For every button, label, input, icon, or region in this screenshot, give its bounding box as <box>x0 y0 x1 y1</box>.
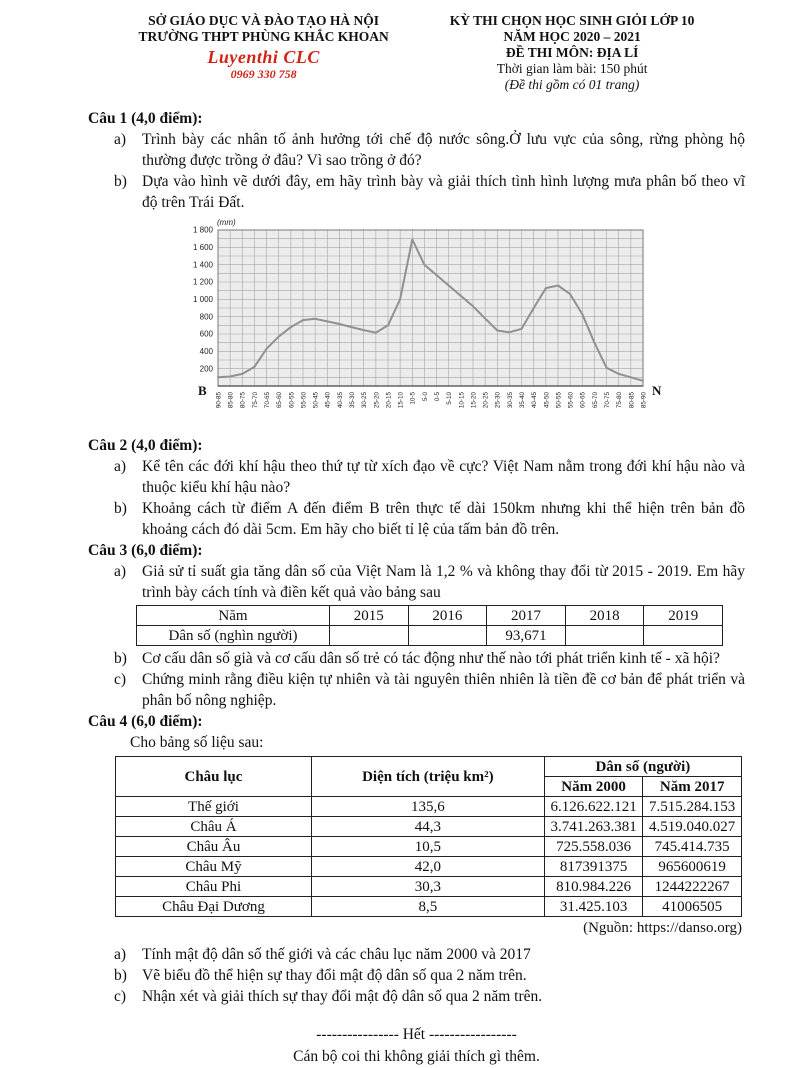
item-label: a) <box>114 458 127 475</box>
svg-text:10-15: 10-15 <box>458 392 466 409</box>
svg-text:N: N <box>652 383 662 398</box>
q1-items <box>88 129 745 213</box>
table-cell: 42,0 <box>311 857 544 877</box>
school-year: NĂM HỌC 2020 – 2021 <box>503 29 641 44</box>
table-cell: 6.126.622.121 <box>544 797 643 817</box>
svg-text:55-50: 55-50 <box>300 392 308 409</box>
svg-text:80-75: 80-75 <box>239 392 247 409</box>
item-label: b) <box>114 967 127 984</box>
table-cell <box>330 626 409 646</box>
svg-text:45-40: 45-40 <box>324 392 332 409</box>
table-cell: 817391375 <box>544 857 643 877</box>
table-header-year-2000: Năm 2000 <box>544 777 643 797</box>
item-label: b) <box>114 173 127 190</box>
q4-heading: Câu 4 (6,0 điểm): <box>88 713 203 730</box>
svg-text:800: 800 <box>199 312 213 322</box>
svg-text:70-65: 70-65 <box>263 392 271 409</box>
table-cell: 30,3 <box>311 877 544 897</box>
svg-text:45-50: 45-50 <box>543 392 551 409</box>
table-row <box>116 857 742 877</box>
pages-note: (Đề thi gồm có 01 trang) <box>504 77 640 92</box>
item-label: a) <box>114 563 127 580</box>
item-text: Vẽ biểu đồ thể hiện sự thay đổi mật độ dân số qua 2 năm trên. <box>142 967 527 984</box>
svg-text:55-60: 55-60 <box>567 392 575 409</box>
table-cell: 135,6 <box>311 797 544 817</box>
svg-text:90-85: 90-85 <box>215 392 223 409</box>
q3-item-b <box>114 648 745 669</box>
table-row <box>116 877 742 897</box>
item-text: Tính mật độ dân số thế giới và các châu lục năm 2000 và 2017 <box>142 946 531 963</box>
table-row <box>116 897 742 917</box>
table-cell: Dân số (nghìn người) <box>137 626 330 646</box>
svg-text:20-15: 20-15 <box>385 392 393 409</box>
table-header-continent: Châu lục <box>116 757 312 797</box>
rainfall-chart-svg <box>175 216 669 428</box>
svg-text:200: 200 <box>199 364 213 374</box>
svg-text:15-20: 15-20 <box>470 392 478 409</box>
table-cell: Châu Mỹ <box>116 857 312 877</box>
svg-text:75-70: 75-70 <box>251 392 259 409</box>
svg-text:85-80: 85-80 <box>227 392 235 409</box>
svg-text:65-60: 65-60 <box>276 392 284 409</box>
table-row <box>137 606 723 626</box>
svg-text:20-25: 20-25 <box>482 392 490 409</box>
svg-text:25-20: 25-20 <box>373 392 381 409</box>
table-cell: 41006505 <box>643 897 742 917</box>
table-cell: 2015 <box>330 606 409 626</box>
exam-header <box>88 13 745 93</box>
q3-item-c <box>114 669 745 711</box>
het-divider: ---------------- Hết ----------------- <box>316 1026 517 1043</box>
table-cell <box>644 626 723 646</box>
footer-note: Cán bộ coi thi không giải thích gì thêm. <box>293 1048 540 1065</box>
svg-text:75-80: 75-80 <box>616 392 624 409</box>
svg-text:5-10: 5-10 <box>446 392 454 405</box>
svg-text:70-75: 70-75 <box>603 392 611 409</box>
svg-text:40-35: 40-35 <box>336 392 344 409</box>
exam-title: KỲ THI CHỌN HỌC SINH GIỎI LỚP 10 <box>449 13 695 28</box>
item-text: Chứng minh rằng điều kiện tự nhiên và tài nguyên thiên nhiên là tiền đề cơ bản để phát triển và phân bố nông nghiệp. <box>142 671 745 709</box>
q4-item-c <box>114 986 745 1007</box>
q4-item-b <box>114 965 745 986</box>
item-text: Dựa vào hình vẽ dưới đây, em hãy trình bày và giải thích tình hình lượng mưa phân bố theo vĩ độ trên Trái Đất. <box>142 173 745 211</box>
table-cell: 7.515.284.153 <box>643 797 742 817</box>
item-text: Giả sử tỉ suất gia tăng dân số của Việt Nam là 1,2 % và không thay đổi từ 2015 - 2019. Em hãy trình bày cách tính và điền kết quả vào bảng sau <box>142 563 745 601</box>
table-header-area: Diện tích (triệu km²) <box>311 757 544 797</box>
table-cell: 965600619 <box>643 857 742 877</box>
item-text: Khoảng cách từ điểm A đến điểm B trên thực tế dài 150km nhưng khi thể hiện trên bản đồ khoảng cách đó dài 5cm. Em hãy cho biết tỉ lệ của tấm bản đồ trên. <box>142 500 745 538</box>
table-cell: 745.414.735 <box>643 837 742 857</box>
svg-text:1 400: 1 400 <box>192 260 213 270</box>
svg-text:5-0: 5-0 <box>421 392 429 402</box>
table-cell: 2018 <box>565 606 644 626</box>
subject-line: ĐỀ THI MÔN: ĐỊA LÍ <box>505 45 639 60</box>
table-cell: 810.984.226 <box>544 877 643 897</box>
svg-text:80-85: 80-85 <box>628 392 636 409</box>
table-cell: Châu Á <box>116 817 312 837</box>
table-cell: Châu Phi <box>116 877 312 897</box>
exam-footer <box>88 1024 745 1068</box>
q2-items <box>88 456 745 540</box>
svg-text:15-10: 15-10 <box>397 392 405 409</box>
svg-text:35-30: 35-30 <box>348 392 356 409</box>
item-label: a) <box>114 946 127 963</box>
header-right-block <box>425 13 719 93</box>
table-cell: 3.741.263.381 <box>544 817 643 837</box>
svg-text:1 200: 1 200 <box>192 277 213 287</box>
item-label: a) <box>114 131 127 148</box>
q2-heading: Câu 2 (4,0 điểm): <box>88 437 203 454</box>
table-cell: 2019 <box>644 606 723 626</box>
svg-text:30-25: 30-25 <box>361 392 369 409</box>
item-label: c) <box>114 988 127 1005</box>
svg-text:50-55: 50-55 <box>555 392 563 409</box>
table-cell: 4.519.040.027 <box>643 817 742 837</box>
duration-line: Thời gian làm bài: 150 phút <box>496 61 648 76</box>
svg-text:25-30: 25-30 <box>494 392 502 409</box>
q3-heading: Câu 3 (6,0 điểm): <box>88 542 203 559</box>
q4-items <box>88 944 745 1007</box>
continent-data-table <box>115 756 742 917</box>
table-cell: 10,5 <box>311 837 544 857</box>
table-cell: 1244222267 <box>643 877 742 897</box>
svg-text:400: 400 <box>199 346 213 356</box>
table-row <box>116 797 742 817</box>
q3-items-2 <box>88 648 745 711</box>
header-left-block <box>102 13 425 81</box>
table-cell: 93,671 <box>487 626 566 646</box>
item-label: c) <box>114 671 127 688</box>
table-cell: Năm <box>137 606 330 626</box>
svg-text:35-40: 35-40 <box>518 392 526 409</box>
svg-text:30-35: 30-35 <box>506 392 514 409</box>
item-text: Cơ cấu dân số già và cơ cấu dân số trẻ có tác động như thế nào tới phát triển kinh tế - xã hội? <box>142 650 720 667</box>
svg-text:0-5: 0-5 <box>433 392 441 402</box>
table-cell: Châu Đại Dương <box>116 897 312 917</box>
table-header-population: Dân số (người) <box>544 757 741 777</box>
svg-text:1 000: 1 000 <box>192 294 213 304</box>
table-cell <box>408 626 487 646</box>
item-label: b) <box>114 500 127 517</box>
table-cell: 44,3 <box>311 817 544 837</box>
svg-text:1 600: 1 600 <box>192 242 213 252</box>
table-row <box>137 626 723 646</box>
svg-text:40-45: 40-45 <box>531 392 539 409</box>
svg-text:60-65: 60-65 <box>579 392 587 409</box>
q1-item-b <box>114 171 745 213</box>
table-row <box>116 817 742 837</box>
table-header-year-2017: Năm 2017 <box>643 777 742 797</box>
table-source: (Nguồn: https://danso.org) <box>583 920 742 936</box>
item-text: Kể tên các đới khí hậu theo thứ tự từ xích đạo về cực? Việt Nam nằm trong đới khí hậu nào và thuộc kiểu khí hậu nào? <box>142 458 745 496</box>
table-cell: Thế giới <box>116 797 312 817</box>
brand-logo: Luyenthi CLC <box>207 47 320 67</box>
table-row <box>116 837 742 857</box>
svg-text:60-55: 60-55 <box>288 392 296 409</box>
q1-heading: Câu 1 (4,0 điểm): <box>88 110 203 127</box>
table-cell: Châu Âu <box>116 837 312 857</box>
svg-text:10-5: 10-5 <box>409 392 417 405</box>
svg-text:(mm): (mm) <box>217 218 236 227</box>
rainfall-by-latitude-chart <box>175 216 669 433</box>
school-name: TRƯỜNG THPT PHÙNG KHẮC KHOAN <box>138 29 389 44</box>
item-label: b) <box>114 650 127 667</box>
department-name: SỞ GIÁO DỤC VÀ ĐÀO TẠO HÀ NỘI <box>148 13 380 28</box>
table-cell: 8,5 <box>311 897 544 917</box>
item-text: Nhận xét và giải thích sự thay đổi mật độ dân số qua 2 năm trên. <box>142 988 543 1005</box>
item-text: Trình bày các nhân tố ảnh hưởng tới chế độ nước sông.Ở lưu vực của sông, rừng phòng hộ thường được trồng ở đâu? Vì sao trồng ở đó? <box>142 131 745 169</box>
population-fill-table <box>136 605 723 646</box>
q4-intro: Cho bảng số liệu sau: <box>130 734 264 751</box>
svg-text:B: B <box>198 383 207 398</box>
table-cell: 725.558.036 <box>544 837 643 857</box>
table-cell: 31.425.103 <box>544 897 643 917</box>
svg-text:600: 600 <box>199 329 213 339</box>
q2-item-a <box>114 456 745 498</box>
table-cell <box>565 626 644 646</box>
q2-item-b <box>114 498 745 540</box>
svg-text:1 800: 1 800 <box>192 225 213 235</box>
q3-items <box>88 561 745 603</box>
svg-text:85-90: 85-90 <box>640 392 648 409</box>
table-cell: 2017 <box>487 606 566 626</box>
svg-text:50-45: 50-45 <box>312 392 320 409</box>
q3-item-a <box>114 561 745 603</box>
brand-phone: 0969 330 758 <box>230 67 297 81</box>
q1-item-a <box>114 129 745 171</box>
svg-text:65-70: 65-70 <box>591 392 599 409</box>
q4-item-a <box>114 944 745 965</box>
table-cell: 2016 <box>408 606 487 626</box>
